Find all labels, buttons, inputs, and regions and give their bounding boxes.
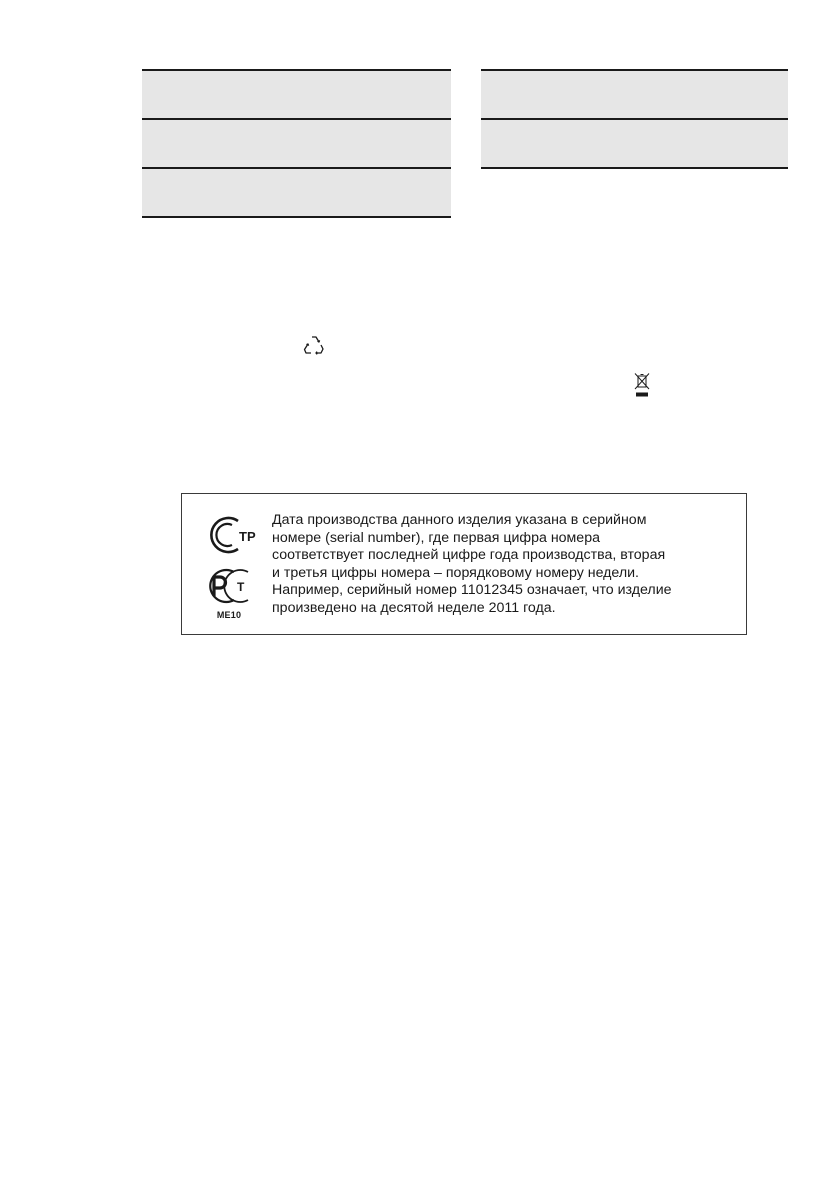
notice-line: соответствует последней цифре года производства, вторая: [272, 547, 666, 564]
svg-text:Т: Т: [237, 580, 245, 594]
svg-text:ТР: ТР: [239, 529, 256, 544]
crossed-out-bin-icon: [632, 372, 652, 398]
table-row: [481, 71, 788, 120]
notice-line: и третья цифры номера – порядковому номеру недели.: [272, 564, 639, 581]
production-date-notice: [181, 493, 747, 635]
certification-code: ME10: [216, 610, 242, 620]
recycle-icon: [302, 334, 326, 358]
certification-marks: [204, 514, 260, 622]
eac-tr-mark-icon: [211, 518, 256, 552]
spec-table-left: [142, 69, 451, 218]
table-row: [142, 120, 451, 169]
notice-line: произведено на десятой неделе 2011 года.: [272, 599, 556, 616]
table-row: [142, 169, 451, 218]
table-row: [142, 71, 451, 120]
spec-table-right: [481, 69, 788, 169]
gost-r-mark-icon: [210, 570, 248, 602]
notice-line: Дата производства данного изделия указана в серийном: [272, 512, 647, 528]
table-row: [481, 120, 788, 169]
notice-line: номере (serial number), где первая цифра номера: [272, 529, 600, 546]
notice-line: Например, серийный номер 11012345 означает, что изделие: [272, 582, 672, 599]
notice-text: [272, 512, 742, 618]
